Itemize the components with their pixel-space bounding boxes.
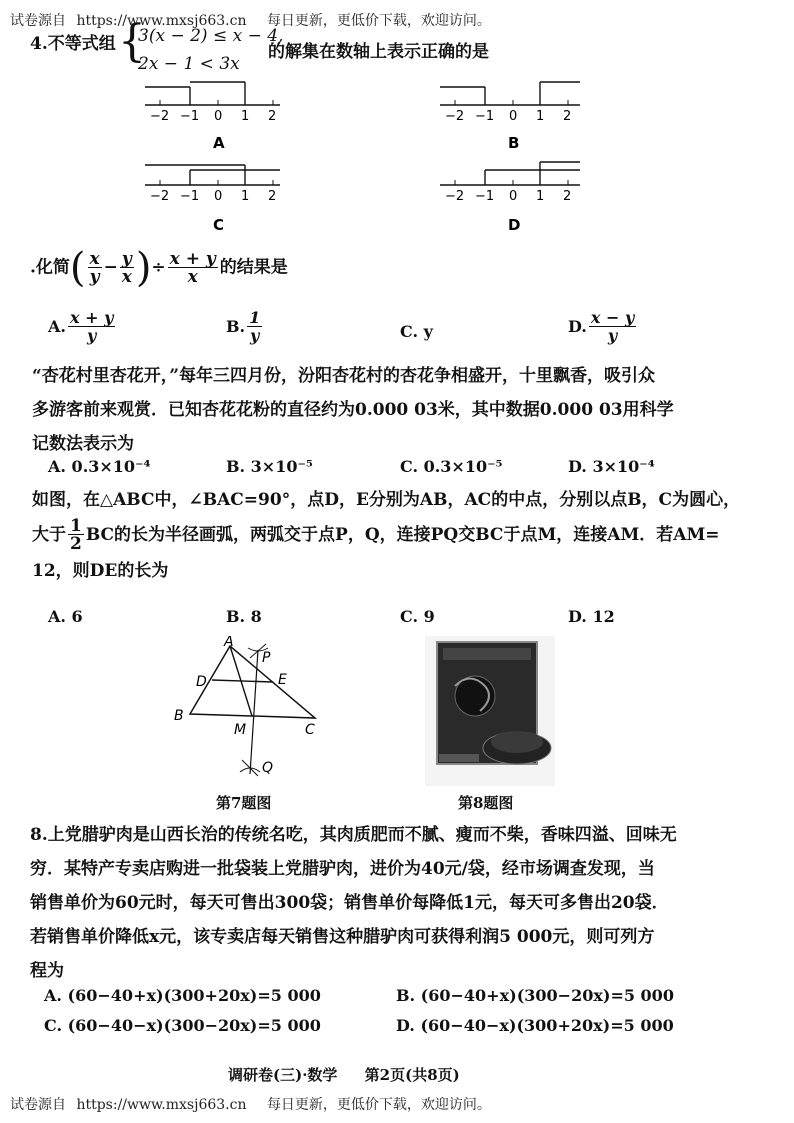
tick-B-4: 1: [536, 109, 545, 124]
question-7-line-2: 大于 $\frac{1}{2}$ BC的长为半径画弧，两弧交于点P，Q，连接PQ交BC于点M，连接AM．若AM=: [32, 516, 720, 554]
label-D: D: [508, 216, 521, 234]
question-7-line-1: 如图，在△ABC中，∠BAC=90°，点D，E分别为AB，AC的中点，分别以点B，C为圆心，: [32, 490, 741, 510]
q6-option-c[interactable]: C. 0.3×10⁻⁵: [400, 457, 503, 476]
tick-A-1: −2: [150, 109, 170, 124]
q7-option-d[interactable]: D. 12: [568, 607, 615, 626]
point-P-label: P: [262, 650, 271, 666]
tick-A-3: 0: [214, 109, 223, 124]
question-8: [30, 818, 780, 988]
q7-option-b[interactable]: B. 8: [226, 607, 262, 626]
tick-D-4: 1: [536, 189, 545, 204]
fraction-xy-over-x: $\frac{x + y}{x}$: [169, 248, 216, 287]
question-6-line-2: 多游客前来观赏．已知杏花花粉的直径约为0.000 03米，其中数据0.000 03用科学: [32, 400, 674, 420]
divide-sign: ÷: [151, 257, 166, 278]
exam-title: 调研卷(三)·数学: [228, 1066, 338, 1084]
q8-option-c[interactable]: C. (60−40−x)(300−20x)=5 000: [44, 1016, 321, 1035]
figure-7-triangle: [170, 636, 340, 786]
question-5-tail: 的结果是: [219, 257, 288, 278]
figure-8-caption: 第8题图: [458, 794, 514, 812]
tick-C-1: −2: [150, 189, 170, 204]
number-lines-figure: [130, 70, 610, 240]
tick-D-5: 2: [563, 189, 572, 204]
question-4-lead: 不等式组: [47, 34, 116, 54]
question-4: [30, 30, 116, 58]
q8-option-a[interactable]: A. (60−40+x)(300+20x)=5 000: [44, 986, 321, 1005]
source-slogan: 每日更新，更低价下载，欢迎访问。: [266, 13, 491, 29]
tick-A-4: 1: [241, 109, 250, 124]
source-label: 试卷源自: [10, 13, 66, 29]
source-label: 试卷源自: [10, 1097, 66, 1113]
q5-option-c[interactable]: C. y: [400, 322, 433, 341]
right-paren: ): [135, 245, 152, 291]
point-C-label: C: [305, 722, 315, 738]
inequality-1: 3(x − 2) ≤ x − 4,: [138, 26, 284, 46]
question-8-line-4: 若销售单价降低x元，该专卖店每天销售这种腊驴肉可获得利润5 000元，则可列方: [30, 927, 655, 947]
label-A: A: [213, 134, 225, 152]
number-line-D: [440, 162, 580, 234]
page-number: 第2页(共8页): [364, 1066, 460, 1084]
tick-C-2: −1: [180, 189, 200, 204]
question-7-line-3: 12，则DE的长为: [32, 561, 169, 581]
tick-D-2: −1: [475, 189, 495, 204]
question-4-number: 4.: [30, 34, 48, 54]
q6-option-a[interactable]: A. 0.3×10⁻⁴: [48, 457, 151, 476]
q5-option-a[interactable]: A. $\frac{x + y}{y}$: [48, 308, 114, 345]
point-A-label: A: [224, 636, 234, 650]
question-8-line-2: 穷．某特产专卖店购进一批袋装上党腊驴肉，进价为40元/袋，经市场调查发现，当: [30, 859, 655, 879]
fraction-x-over-y: $\frac{x}{y}$: [89, 248, 100, 287]
figure-8-product-photo: [425, 636, 555, 786]
source-slogan: 每日更新，更低价下载，欢迎访问。: [266, 1097, 491, 1113]
left-paren: (: [69, 245, 86, 291]
tick-C-3: 0: [214, 189, 223, 204]
tick-C-4: 1: [241, 189, 250, 204]
source-url[interactable]: https://www.mxsj663.cn: [76, 13, 247, 29]
q5-option-d[interactable]: D. $\frac{x - y}{y}$: [568, 308, 635, 345]
question-5-number: .: [30, 257, 36, 278]
question-5-lead: 化简: [35, 257, 70, 278]
source-url[interactable]: https://www.mxsj663.cn: [76, 1097, 247, 1113]
question-6-line-3: 记数法表示为: [32, 434, 134, 454]
tick-B-2: −1: [475, 109, 495, 124]
tick-C-5: 2: [268, 189, 277, 204]
fraction-y-over-x: $\frac{y}{x}$: [121, 248, 132, 287]
minus-sign: −: [103, 257, 118, 278]
question-7: [32, 486, 782, 585]
q8-option-d[interactable]: D. (60−40−x)(300+20x)=5 000: [396, 1016, 674, 1035]
figure-7-caption: 第7题图: [216, 794, 272, 812]
fraction-one-half: $\frac{1}{2}$: [70, 516, 82, 554]
question-8-line-5: 程为: [30, 961, 64, 981]
bottom-source-banner: [10, 1094, 491, 1114]
q8-option-b[interactable]: B. (60−40+x)(300−20x)=5 000: [396, 986, 674, 1005]
tick-A-5: 2: [268, 109, 277, 124]
label-C: C: [213, 216, 225, 234]
point-E-label: E: [278, 672, 287, 688]
tick-A-2: −1: [180, 109, 200, 124]
question-6: [32, 362, 772, 458]
page-footer: [228, 1064, 460, 1085]
tick-B-1: −2: [445, 109, 465, 124]
q5-option-b[interactable]: B. $\frac{1}{y}$: [226, 308, 261, 345]
question-6-line-1: “杏花村里杏花开，”每年三四月份，汾阳杏花村的杏花争相盛开，十里飘香，吸引众: [32, 366, 656, 386]
question-5: [30, 245, 288, 291]
q6-option-d[interactable]: D. 3×10⁻⁴: [568, 457, 655, 476]
question-8-line-1: 8.上党腊驴肉是山西长治的传统名吃，其肉质肥而不腻、瘦而不柴，香味四溢、回味无: [30, 825, 677, 845]
tick-D-1: −2: [445, 189, 465, 204]
question-4-tail: 的解集在数轴上表示正确的是: [268, 42, 489, 62]
q6-option-b[interactable]: B. 3×10⁻⁵: [226, 457, 313, 476]
left-brace: {: [118, 16, 146, 67]
question-8-line-3: 销售单价为60元时，每天可售出300袋；销售单价每降低1元，每天可多售出20袋．: [30, 893, 669, 913]
point-Q-label: Q: [262, 760, 274, 776]
inequality-2: 2x − 1 < 3x: [138, 54, 240, 74]
tick-D-3: 0: [509, 189, 518, 204]
tick-B-3: 0: [509, 109, 518, 124]
number-line-A: [145, 82, 280, 152]
number-line-B: [440, 82, 580, 152]
label-B: B: [508, 134, 520, 152]
tick-B-5: 2: [563, 109, 572, 124]
q7-option-a[interactable]: A. 6: [48, 607, 83, 626]
number-line-C: [145, 165, 280, 234]
point-B-label: B: [174, 708, 184, 724]
q7-option-c[interactable]: C. 9: [400, 607, 435, 626]
point-M-label: M: [234, 722, 247, 738]
point-D-label: D: [196, 674, 207, 690]
